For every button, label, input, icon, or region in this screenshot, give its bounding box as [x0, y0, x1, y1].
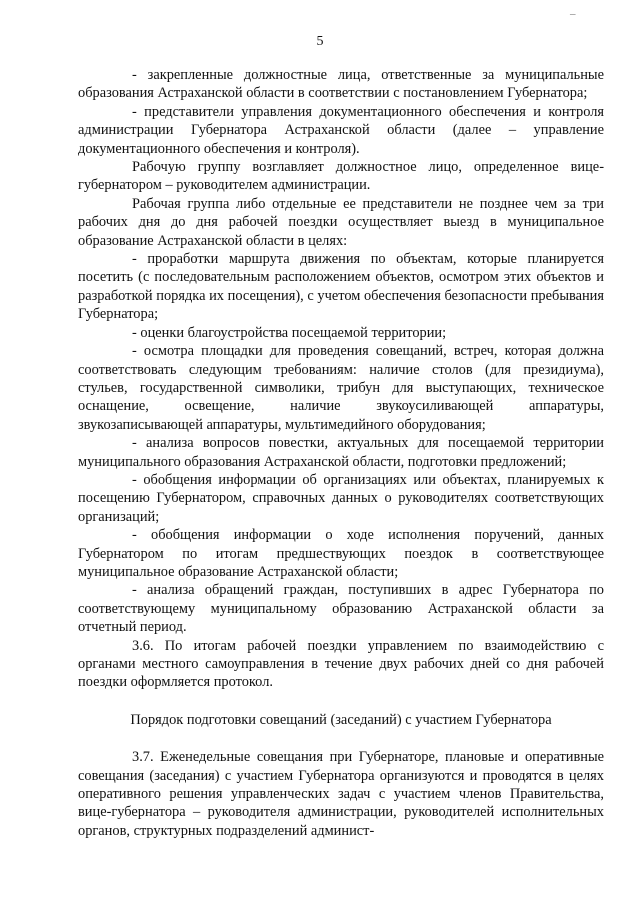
- paragraph: - закрепленные должностные лица, ответственные за муниципальные образования Астраханской области в соответствии с постановлением Губернатора;: [78, 67, 604, 102]
- document-body: [78, 66, 604, 840]
- section-heading: Порядок подготовки совещаний (заседаний) с участием Губернатора: [130, 711, 552, 728]
- paragraph: 3.7. Еженедельные совещания при Губернаторе, плановые и оперативные совещания (заседания) с участием Губернатора организуются и проводятся в целях оперативного решения управленческих задач с участием членов Правительства, вице-губернатора – руководителя администрации, руководителей исполнительных органов, структурных подразделений админист-: [78, 749, 604, 839]
- paragraph: - оценки благоустройства посещаемой территории;: [132, 324, 447, 341]
- paragraph: - обобщения информации о ходе исполнения поручений, данных Губернатором по итогам предшествующих поездок в соответствующее муниципальное образование Астраханской области;: [78, 527, 604, 580]
- paragraph: - анализа обращений граждан, поступивших в адрес Губернатора по соответствующему муниципальному образованию Астраханской области за отчетный период.: [78, 582, 604, 636]
- paragraph: - обобщения информации об организациях или объектах, планируемых к посещению Губернатором, справочных данных о руководителях соответствующих организаций;: [78, 471, 604, 525]
- paragraph: 3.6. По итогам рабочей поездки управлением по взаимодействию с органами местного самоуправления в течение двух рабочих дней со дня рабочей поездки оформляется протокол.: [78, 637, 604, 691]
- corner-mark: –: [570, 8, 576, 20]
- paragraph: Рабочую группу возглавляет должностное лицо, определенное вице-губернатором – руководителем администрации.: [78, 159, 604, 194]
- page-number: 5: [316, 34, 324, 49]
- paragraph: - представители управления документационного обеспечения и контроля администрации Губернатора Астраханской области (далее – управление документационного обеспечения и контроля).: [78, 103, 604, 157]
- paragraph: - проработки маршрута движения по объектам, которые планируется посетить (с последовательным расположением объектов, осмотром этих объектов и разработкой порядка их посещения), с учетом обеспечения безопасности пребывания Губернатора;: [78, 251, 604, 323]
- paragraph: - анализа вопросов повестки, актуальных для посещаемой территории муниципального образования Астраханской области, подготовки предложений;: [78, 435, 604, 470]
- paragraph: Рабочая группа либо отдельные ее представители не позднее чем за три рабочих дня до дня рабочей поездки осуществляет выезд в муниципальное образование Астраханской области в целях:: [78, 195, 604, 249]
- paragraph: - осмотра площадки для проведения совещаний, встреч, которая должна соответствовать следующим требованиям: наличие столов (для президиума), стульев, государственной символики, трибун для выступающих, техническое оснащение, освещение, наличие звукоусиливающей аппаратуры, звукозаписывающей аппаратуры, мультимедийного оборудования;: [78, 343, 604, 433]
